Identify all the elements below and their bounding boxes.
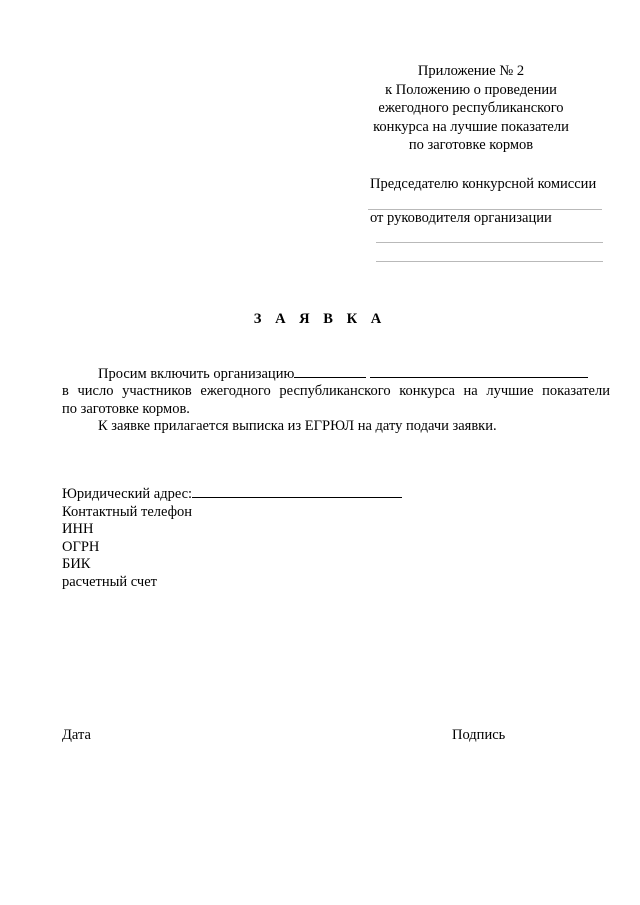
account-label: расчетный счет xyxy=(62,573,157,590)
organization-blank-short xyxy=(294,364,366,378)
sender-line-1 xyxy=(376,242,603,243)
paragraph-1-text: Просим включить организацию xyxy=(98,366,295,382)
paragraph-1-line-2: в число участников ежегодного республиканского конкурса на лучшие показатели xyxy=(62,383,610,399)
organization-blank-long xyxy=(370,364,588,378)
address-label: Юридический адрес: xyxy=(62,486,193,502)
paragraph-2: К заявке прилагается выписка из ЕГРЮЛ на дату подачи заявки. xyxy=(98,418,497,434)
address-row xyxy=(62,484,402,504)
appendix-line: к Положению о проведении xyxy=(385,81,557,98)
from-label: от руководителя организации xyxy=(370,210,552,226)
document-title: З А Я В К А xyxy=(253,311,387,327)
signature-label: Подпись xyxy=(452,727,506,743)
appendix-header xyxy=(366,62,576,155)
address-blank xyxy=(192,484,402,498)
sender-line-2 xyxy=(376,261,603,262)
appendix-line: ежегодного республиканского xyxy=(378,100,564,116)
appendix-line: конкурса на лучшие показатели xyxy=(373,118,569,135)
inn-label: ИНН xyxy=(62,521,94,537)
date-label: Дата xyxy=(62,727,91,743)
appendix-line: по заготовке кормов xyxy=(408,137,534,153)
appendix-line: Приложение № 2 xyxy=(417,63,525,79)
paragraph-1-line-3: по заготовке кормов. xyxy=(62,401,190,417)
phone-label: Контактный телефон xyxy=(62,503,193,520)
addressee-title: Председателю конкурсной комиссии xyxy=(370,176,597,192)
ogrn-label: ОГРН xyxy=(62,538,100,555)
bik-label: БИК xyxy=(62,556,91,572)
organization-details xyxy=(62,484,402,591)
paragraph-1-line-1 xyxy=(62,364,640,383)
